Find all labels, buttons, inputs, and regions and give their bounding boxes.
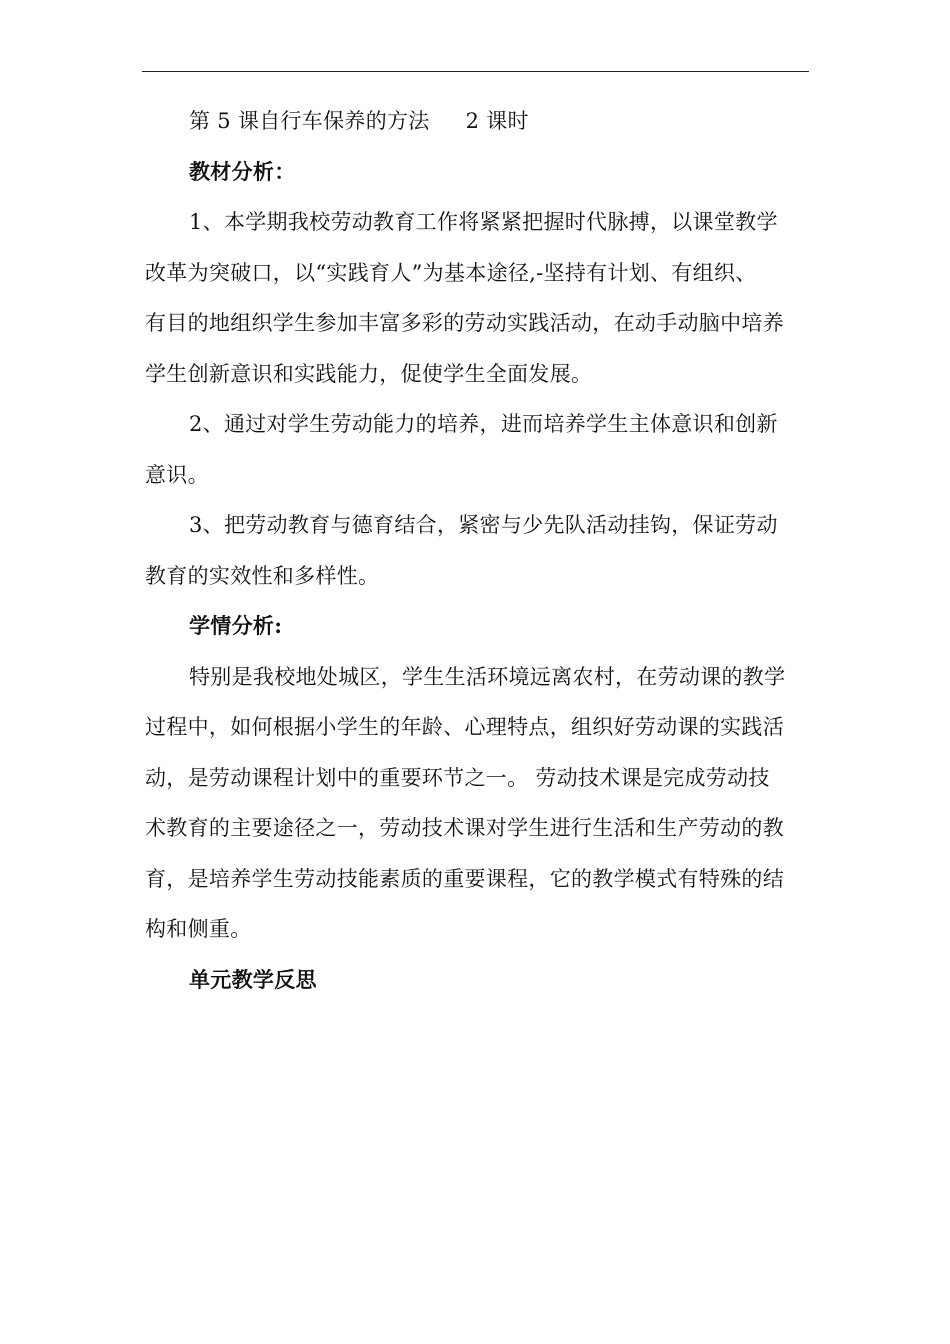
lesson-hours: 2 课时 [465,109,529,133]
section-heading-learner-analysis: 学情分析: [189,613,283,638]
paragraph-line: 过程中，如何根据小学生的年龄、心理特点，组织好劳动课的实践活 [145,715,784,739]
header-rule [142,71,809,72]
paragraph-line: 3、把劳动教育与德育结合，紧密与少先队活动挂钩，保证劳动 [189,513,778,537]
document-body [145,96,811,1005]
paragraph-line: 术教育的主要途径之一，劳动技术课对学生进行生活和生产劳动的教 [145,816,784,840]
lesson-name: 第 5 课自行车保养的方法 [189,109,430,133]
paragraph-line: 意识。 [145,462,209,487]
paragraph-line: 特别是我校地处城区，学生生活环境远离农村，在劳动课的教学 [189,664,786,689]
paragraph-line: 学生创新意识和实践能力，促使学生全面发展。 [145,361,593,386]
paragraph-line: 1、本学期我校劳动教育工作将紧紧把握时代脉搏，以课堂教学 [189,210,778,234]
paragraph-line: 教育的实效性和多样性。 [145,563,380,588]
section-heading-textbook-analysis: 教材分析： [189,158,296,184]
paragraph-line: 育，是培养学生劳动技能素质的重要课程，它的教学模式有特殊的结 [145,866,784,891]
paragraph-line: 有目的地组织学生参加丰富多彩的劳动实践活动，在动手动脑中培养 [145,311,784,335]
paragraph-line: 改革为突破口，以“实践育人”为基本途径,-坚持有计划、有组织、 [145,260,757,285]
paragraph-line: 动，是劳动课程计划中的重要环节之一。 劳动技术课是完成劳动技 [145,765,770,790]
lesson-title [145,96,811,147]
section-heading-unit-reflection: 单元教学反思 [189,966,317,992]
paragraph-line: 构和侧重。 [145,917,252,941]
paragraph-line: 2、通过对学生劳动能力的培养，进而培养学生主体意识和创新 [189,412,778,436]
